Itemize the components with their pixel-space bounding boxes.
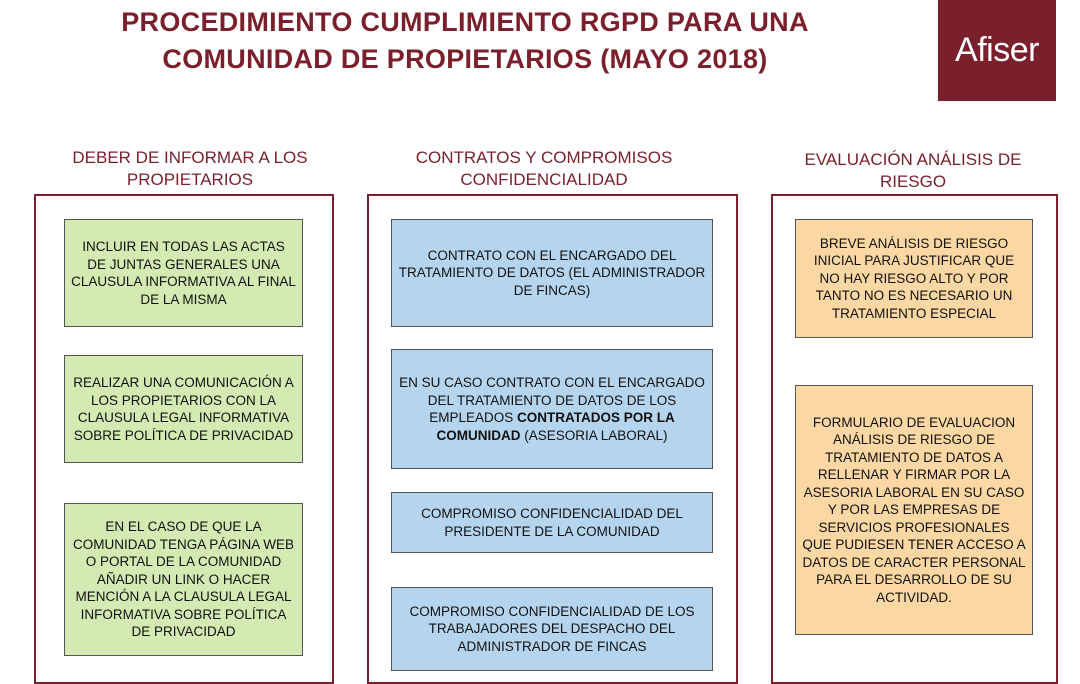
step-box: EN EL CASO DE QUE LA COMUNIDAD TENGA PÁGINA WEB O PORTAL DE LA COMUNIDAD AÑADIR UN LINK O HACER MENCIÓN A LA CLAUSULA LEGAL INFORMATIVA SOBRE POLÍTICA DE PRIVACIDAD <box>64 503 303 656</box>
page-title <box>40 4 890 78</box>
step-box <box>391 349 713 469</box>
step-box: COMPROMISO CONFIDENCIALIDAD DE LOS TRABAJADORES DEL DESPACHO DEL ADMINISTRADOR DE FINCAS <box>391 587 713 671</box>
column-header-informar: DEBER DE INFORMAR A LOS PROPIETARIOS <box>72 148 308 189</box>
afiser-logo: Afiser <box>938 0 1056 101</box>
column-header-riesgo: EVALUACIÓN ANÁLISIS DE RIESGO <box>804 150 1022 191</box>
step-box: REALIZAR UNA COMUNICACIÓN A LOS PROPIETARIOS CON LA CLAUSULA LEGAL INFORMATIVA SOBRE POLÍTICA DE PRIVACIDAD <box>64 355 303 463</box>
step-box-text <box>398 374 706 444</box>
step-box: INCLUIR EN TODAS LAS ACTAS DE JUNTAS GENERALES UNA CLAUSULA INFORMATIVA AL FINAL DE LA MISMA <box>64 219 303 327</box>
step-box: FORMULARIO DE EVALUACION ANÁLISIS DE RIESGO DE TRATAMIENTO DE DATOS A RELLENAR Y FIRMAR POR LA ASESORIA LABORAL EN SU CASO Y POR LAS EMPRESAS DE SERVICIOS PROFESIONALES QUE PUDIESEN TENER ACCESO A DATOS DE CARACTER PERSONAL PARA EL DESARROLLO DE SU ACTIVIDAD. <box>795 385 1033 635</box>
column-header-contratos: CONTRATOS Y COMPROMISOS CONFIDENCIALIDAD <box>415 148 673 189</box>
step-box: CONTRATO CON EL ENCARGADO DEL TRATAMIENTO DE DATOS (EL ADMINISTRADOR DE FINCAS) <box>391 219 713 327</box>
step-box: BREVE ANÁLISIS DE RIESGO INICIAL PARA JUSTIFICAR QUE NO HAY RIESGO ALTO Y POR TANTO NO ES NECESARIO UN TRATAMIENTO ESPECIAL <box>795 219 1033 338</box>
title-line-2: COMUNIDAD DE PROPIETARIOS (MAYO 2018) <box>162 44 768 74</box>
step-box: COMPROMISO CONFIDENCIALIDAD DEL PRESIDENTE DE LA COMUNIDAD <box>391 492 713 553</box>
step-box-text-part: EN SU CASO CONTRATO CON EL ENCARGADO DEL TRATAMIENTO DE DATOS DE LOS EMPLEADOS <box>399 375 705 425</box>
step-box-text-bold: CONTRATADOS POR LA COMUNIDAD <box>436 410 675 443</box>
step-box-text-part: (ASESORIA LABORAL) <box>520 427 668 443</box>
title-line-1: PROCEDIMIENTO CUMPLIMIENTO RGPD PARA UNA <box>121 7 809 37</box>
